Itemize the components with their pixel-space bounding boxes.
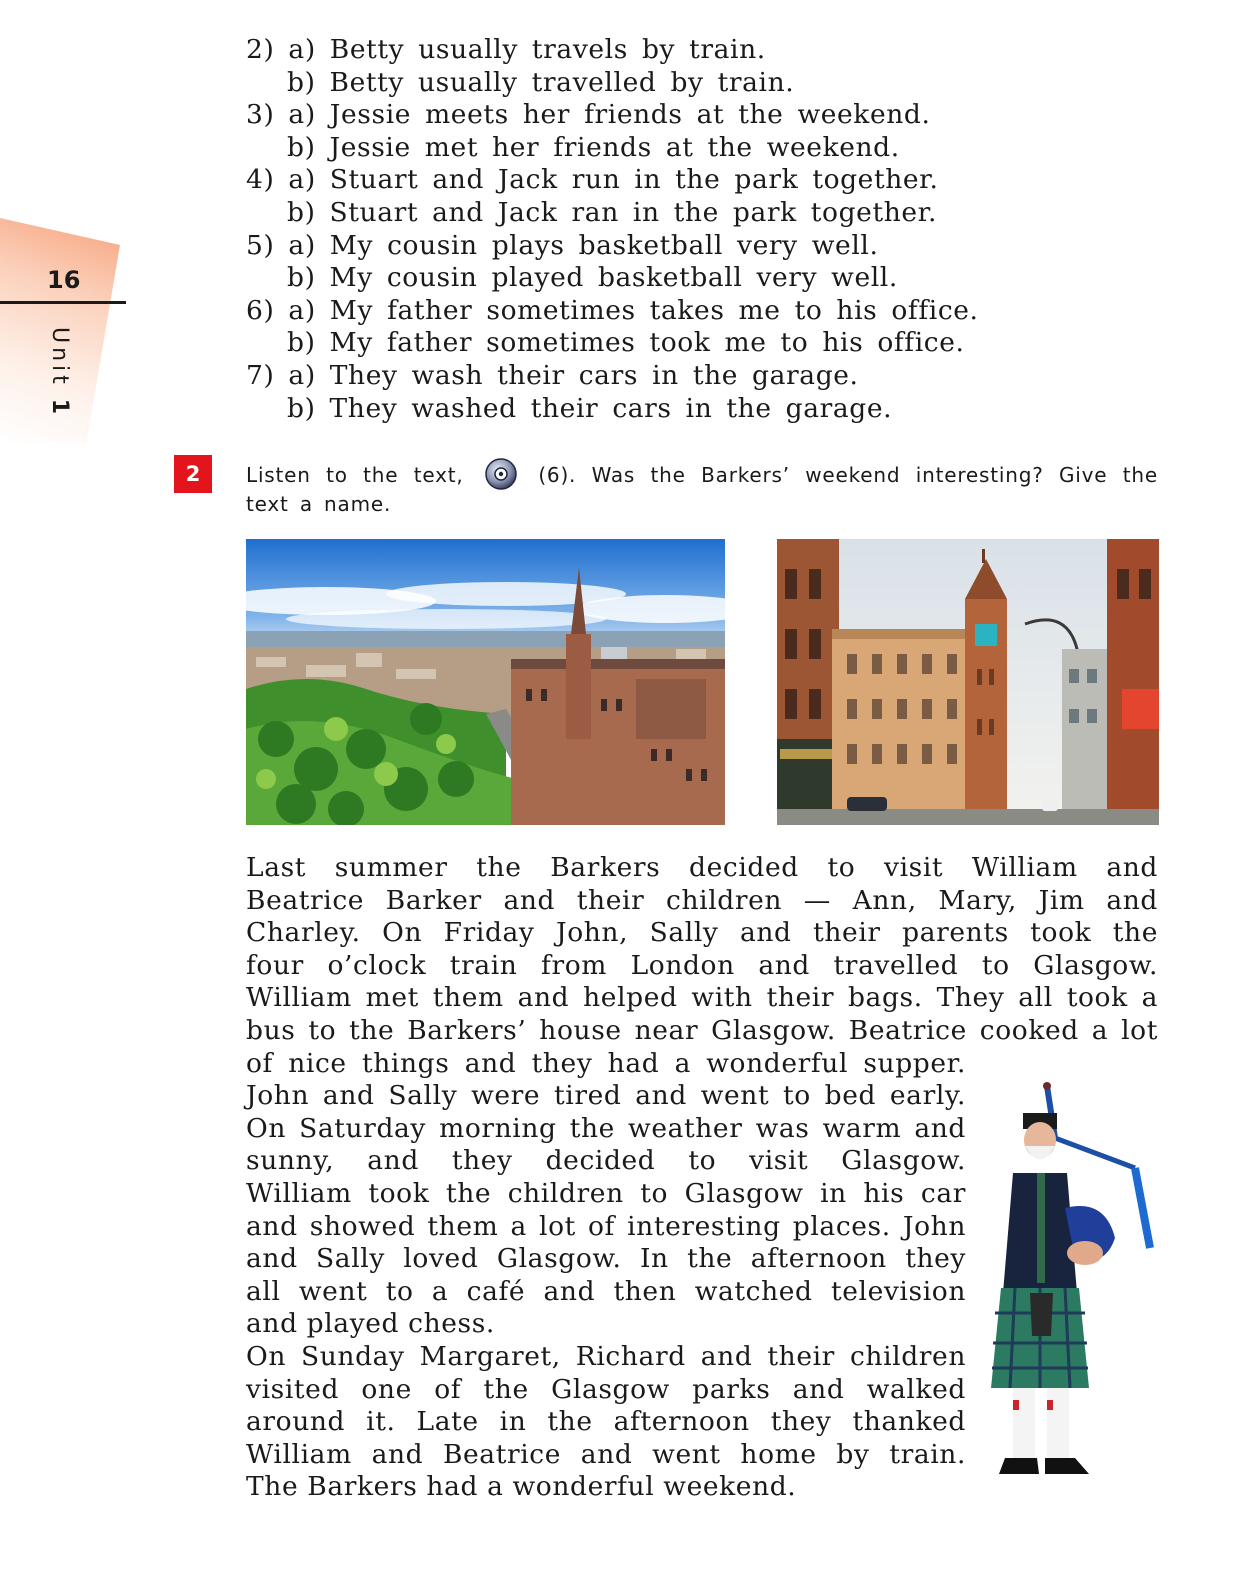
tab-divider: [0, 301, 126, 304]
sentence-line: 7) a) They wash their cars in the garage.: [246, 359, 859, 391]
story-line: sunny, and they decided to visit Glasgow.: [246, 1145, 966, 1177]
sentence-line: b) Betty usually travelled by train.: [287, 66, 795, 98]
story-line: Charley. On Friday John, Sally and their parents took the: [246, 917, 1158, 949]
bagpiper-illustration: [985, 1078, 1165, 1493]
story-line: and showed them a lot of interesting places. John: [246, 1210, 966, 1242]
instruction-text-start: Listen to the text,: [246, 463, 464, 487]
sentence-line: b) My cousin played basketball very well.: [287, 262, 898, 294]
story-line: bus to the Barkers’ house near Glasgow. Beatrice cooked a lot: [246, 1014, 1158, 1046]
exercise-number-badge: 2: [174, 455, 212, 493]
story-line: and played chess.: [246, 1308, 495, 1340]
story-line: visited one of the Glasgow parks and walked: [246, 1373, 966, 1405]
unit-number: 1: [47, 398, 72, 419]
story-line: of nice things and they had a wonderful supper.: [246, 1047, 966, 1079]
story-line: and Sally loved Glasgow. In the afternoon they: [246, 1243, 966, 1275]
story-line: all went to a café and then watched television: [246, 1275, 966, 1307]
story-line: The Barkers had a wonderful weekend.: [246, 1471, 797, 1503]
story-line: William and Beatrice and went home by train.: [246, 1438, 966, 1470]
instruction-text-end: (6). Was the Barkers’ weekend interesting? Give the text a name.: [246, 463, 1158, 516]
story-line: John and Sally were tired and went to bed early.: [246, 1080, 966, 1112]
sentence-line: b) Stuart and Jack ran in the park together.: [287, 196, 938, 228]
page-number: 16: [47, 266, 81, 294]
story-line: William took the children to Glasgow in his car: [246, 1177, 966, 1209]
glasgow-university-photo: [246, 539, 725, 825]
exercise-instruction: [246, 461, 1158, 518]
glasgow-tolbooth-photo: [777, 539, 1159, 825]
sentence-line: 6) a) My father sometimes takes me to his office.: [246, 294, 979, 326]
sentence-line: b) Jessie met her friends at the weekend.: [287, 131, 900, 163]
story-line: William met them and helped with their bags. They all took a: [246, 982, 1158, 1014]
story-line: On Sunday Margaret, Richard and their children: [246, 1340, 966, 1372]
sentence-line: 4) a) Stuart and Jack run in the park together.: [246, 164, 939, 196]
unit-label: [42, 327, 72, 437]
story-line: Last summer the Barkers decided to visit William and: [246, 852, 1158, 883]
sentence-line: b) They washed their cars in the garage.: [287, 392, 893, 424]
sentence-pairs-list: [246, 34, 979, 425]
story-line: Beatrice Barker and their children — Ann, Mary, Jim and: [246, 884, 1158, 916]
unit-word: Unit: [47, 327, 72, 388]
story-line: On Saturday morning the weather was warm and: [246, 1112, 966, 1144]
story-line: four o’clock train from London and travelled to Glasgow.: [246, 949, 1158, 981]
audio-cd-icon[interactable]: [485, 458, 517, 490]
sentence-line: 2) a) Betty usually travels by train.: [246, 34, 766, 65]
story-line: around it. Late in the afternoon they thanked: [246, 1406, 966, 1438]
sentence-line: 3) a) Jessie meets her friends at the weekend.: [246, 99, 931, 131]
sentence-line: 5) a) My cousin plays basketball very well.: [246, 229, 879, 261]
sentence-line: b) My father sometimes took me to his office.: [287, 327, 965, 359]
